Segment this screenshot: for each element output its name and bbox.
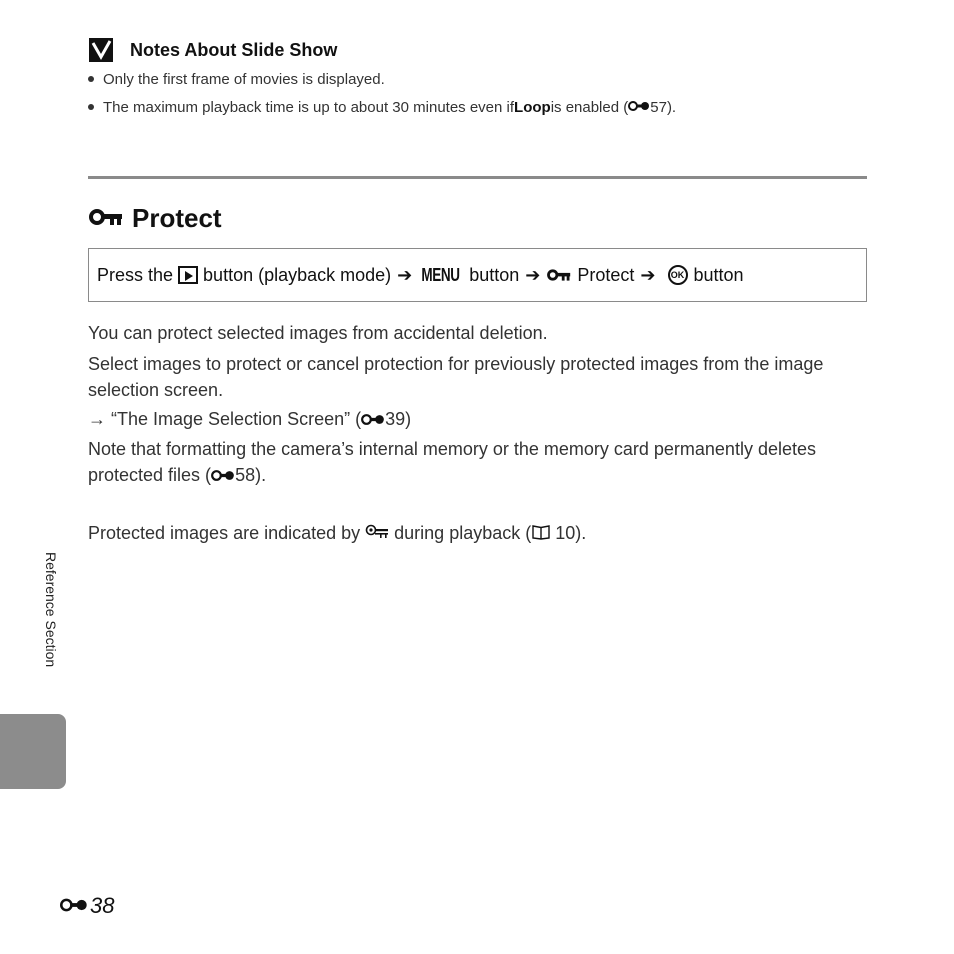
- path-button1: button (playback mode): [203, 264, 392, 285]
- reference-section-icon: [361, 407, 385, 433]
- paragraph-text: Note that formatting the camera’s internal memory or the memory card permanently deletes protected files (: [88, 439, 816, 485]
- arrow-right-icon: ➔: [640, 264, 656, 285]
- page-ref[interactable]: 10: [555, 523, 576, 543]
- notes-title: Notes About Slide Show: [130, 39, 338, 60]
- page-number: [60, 890, 114, 922]
- section-tab: [0, 714, 66, 789]
- arrow-right-icon: ➔: [525, 264, 541, 285]
- protected-indicator-icon: [365, 521, 389, 547]
- list-item: [88, 96, 676, 118]
- book-icon: [531, 521, 551, 547]
- playback-button-icon: [178, 266, 198, 284]
- xref-close: ): [405, 409, 412, 429]
- navigation-path: [88, 248, 867, 302]
- path-button2: button: [469, 264, 520, 285]
- bullet-icon: [88, 76, 94, 82]
- paragraph-close: ).: [575, 523, 587, 543]
- section-title: [88, 200, 222, 236]
- reference-section-icon: [628, 99, 650, 116]
- reference-section-icon: [60, 893, 88, 919]
- paragraph: You can protect selected images from accidental deletion.: [88, 323, 548, 343]
- xref-text: → “The Image Selection Screen” (: [88, 409, 362, 429]
- page-number-text: 38: [90, 893, 115, 918]
- protect-key-icon: [546, 268, 572, 282]
- page-ref[interactable]: 39: [385, 409, 406, 429]
- section-divider: [88, 176, 867, 179]
- protect-key-icon: [88, 203, 124, 234]
- bullet-text-close: ).: [666, 98, 677, 116]
- notes-heading: [88, 34, 337, 66]
- bullet-text-after: is enabled (: [550, 98, 629, 116]
- paragraph-close: ).: [255, 465, 267, 485]
- path-press: Press the: [97, 264, 174, 285]
- bullet-icon: [88, 104, 94, 110]
- reference-section-icon: [211, 463, 235, 489]
- paragraph-text: Protected images are indicated by: [88, 523, 366, 543]
- page-ref[interactable]: 58: [235, 465, 256, 485]
- bullet-text-before: The maximum playback time is up to about 30 minutes even if: [103, 98, 515, 116]
- menu-button-icon: MENU: [421, 264, 460, 285]
- paragraph: [88, 520, 868, 547]
- paragraph: [88, 436, 868, 489]
- checkmark-icon: [88, 37, 114, 63]
- path-protect: Protect: [577, 264, 635, 285]
- page-ref[interactable]: 57: [650, 98, 667, 116]
- ok-button-icon: OK: [668, 265, 688, 285]
- page-title: Protect: [132, 202, 222, 233]
- paragraph: Select images to protect or cancel protection for previously protected images from the image selection screen.: [88, 354, 824, 400]
- loop-setting: Loop: [514, 98, 551, 116]
- list-item: [88, 68, 385, 90]
- bullet-text: Only the first frame of movies is displayed.: [103, 70, 385, 88]
- cross-reference: [88, 406, 868, 433]
- side-section-label: Reference Section: [43, 552, 59, 668]
- path-button3: button: [693, 264, 744, 285]
- paragraph-text: during playback (: [389, 523, 532, 543]
- arrow-right-icon: ➔: [397, 264, 413, 285]
